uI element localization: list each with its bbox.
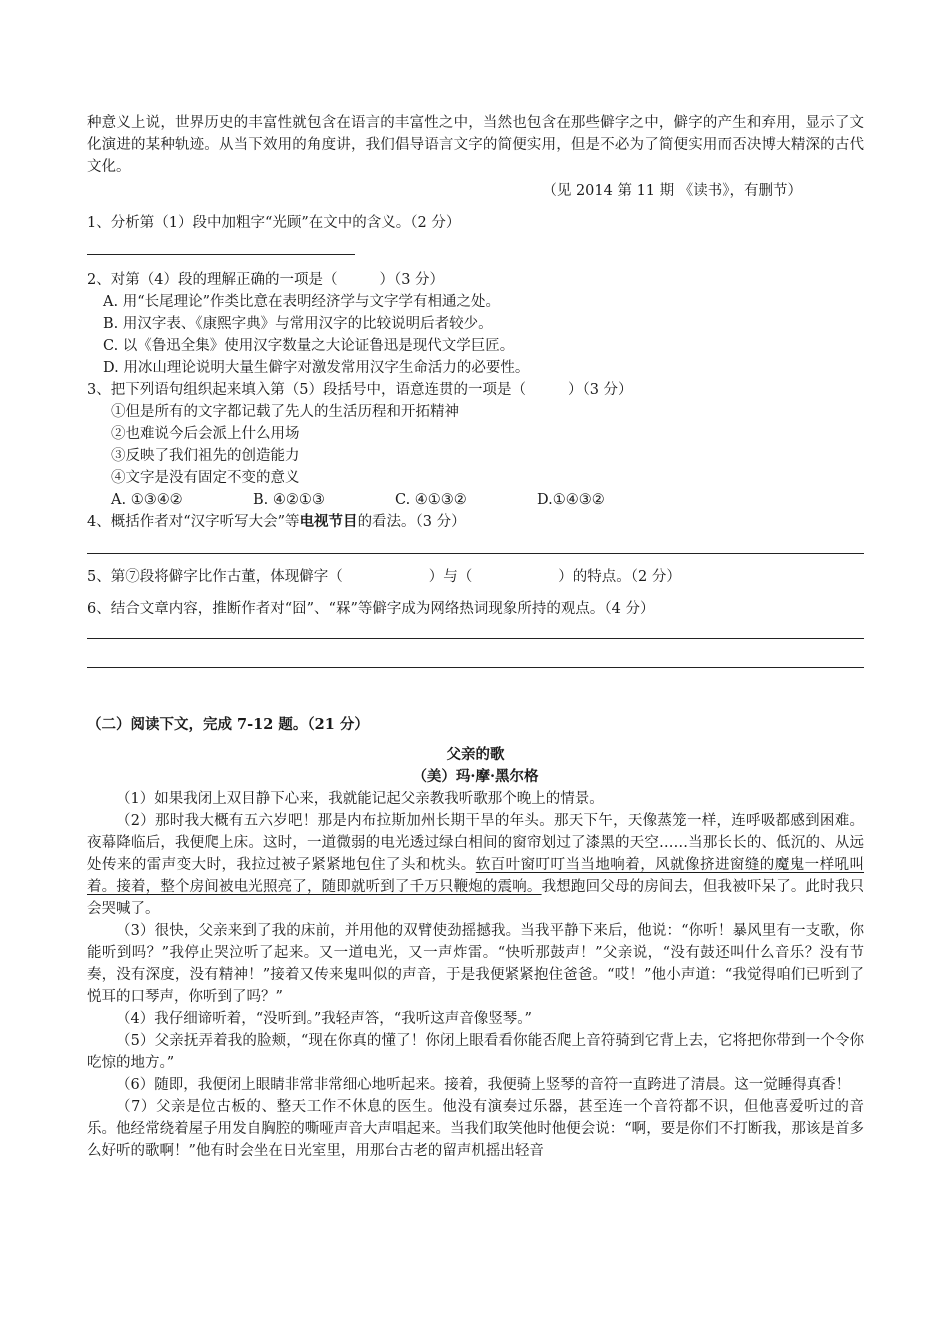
- question-4-bold-term: 电视节目: [299, 513, 358, 530]
- question-4-prefix: 4、概括作者对“汉字听写大会”等: [87, 514, 300, 530]
- q3-choice-c: C. ④①③②: [395, 492, 467, 508]
- article-author: （美）玛·摩·黑尔格: [412, 768, 539, 785]
- paragraph-2-underlined: 软百叶窗叮叮当当地响着，风就像挤进窗缝的魔鬼一样吼叫着。接着，整个房间被电光照亮了，随即就听到了千万只鞭炮的震响。: [87, 857, 865, 895]
- q2-option-c: C. 以《鲁迅全集》使用汉字数量之大论证鲁迅是现代文学巨匠。: [103, 338, 515, 354]
- document-page: [87, 112, 864, 1162]
- question-4-suffix: 的看法。（3 分）: [357, 514, 466, 530]
- question-3-stem: 3、把下列语句组织起来填入第（5）段括号中，语意连贯的一项是（: [87, 382, 526, 398]
- question-2-score: ）（3 分）: [379, 272, 445, 288]
- question-2-stem: 2、对第（4）段的理解正确的一项是（: [87, 272, 338, 288]
- question-5: [87, 566, 864, 588]
- q3-sentence-2: ②也难说今后会派上什么用场: [111, 426, 300, 442]
- question-5-part-b: ）与（: [428, 569, 473, 585]
- paragraph-2-text-b: 我想跑回父母的房间去，但我被吓呆了。此时我只会哭喊了。: [87, 879, 865, 917]
- article-title: 父亲的歌: [446, 746, 505, 763]
- article-paragraph-7: （7）父亲是位古板的、整天工作不休息的医生。他没有演奏过乐器，甚至连一个音符都不识，但他喜爱听过的音乐。他经常绕着屋子用发自胸腔的嘶哑声音大声唱起来。当我们取笑他时他便会说：“啊，要是你们不打断我，那该是首多么好听的歌啊！”他有时会坐在日光室里，用那台古老的留声机摇出轻音: [87, 1099, 864, 1159]
- question-2: [87, 269, 864, 291]
- question-5-part-a: 5、第⑦段将僻字比作古董，体现僻字（: [87, 569, 343, 585]
- q3-sentence-1: ①但是所有的文字都记载了先人的生活历程和开拓精神: [111, 404, 459, 420]
- question-6: 6、结合文章内容，推断作者对“囧”、“槑”等僻字成为网络热词现象所持的观点。（4 分）: [87, 601, 655, 617]
- q3-choice-d: D.①④③②: [537, 492, 605, 508]
- question-5-part-c: ）的特点。（2 分）: [558, 569, 681, 585]
- article-paragraph-1: （1）如果我闭上双目静下心来，我就能记起父亲教我听歌那个晚上的情景。: [116, 791, 604, 807]
- q2-option-d: D. 用冰山理论说明大量生僻字对激发常用汉字生命活力的必要性。: [103, 360, 530, 376]
- article-paragraph-2: [87, 810, 864, 920]
- q3-sentence-3: ③反映了我们祖先的创造能力: [111, 448, 300, 464]
- question-4: [87, 511, 864, 533]
- source-note: （见 2014 第 11 期 《读书》，有删节）: [542, 183, 802, 199]
- q3-choice-a: A. ①③④②: [111, 492, 183, 508]
- article-paragraph-5: （5）父亲抚弄着我的脸颊，“现在你真的懂了！你闭上眼看看你能否爬上音符骑到它背上去，它将把你带到一个令你吃惊的地方。”: [87, 1033, 864, 1071]
- article-paragraph-6: （6）随即，我便闭上眼睛非常非常细心地听起来。接着，我便骑上竖琴的音符一直跨进了清晨。这一觉睡得真香！: [116, 1077, 851, 1093]
- q2-option-a: A. 用“长尾理论”作类比意在表明经济学与文字学有相通之处。: [103, 294, 501, 310]
- q3-sentence-4: ④文字是没有固定不变的意义: [111, 470, 300, 486]
- question-3: [87, 379, 864, 401]
- intro-paragraph: 种意义上说，世界历史的丰富性就包含在语言的丰富性之中，当然也包含在那些僻字之中，僻字的产生和弃用，显示了文化演进的某种轨迹。从当下效用的角度讲，我们倡导语言文字的简便实用，但是不必为了简便实用而否决博大精深的古代文化。: [87, 115, 864, 175]
- paragraph-2-text-a: （2）那时我大概有五六岁吧！那是内布拉斯加州长期干旱的年头。那天下午，天像蒸笼一样，连呼吸都感到困难。夜幕降临后，我便爬上床。这时，一道微弱的电光透过绿白相间的窗帘划过了漆黑的天空……当那长长的、低沉的、从远处传来的雷声变大时，我拉过被子紧紧地包住了头和枕头。: [87, 813, 864, 873]
- article-paragraph-4: （4）我仔细谛听着，“没听到。”我轻声答，“我听这声音像竖琴。”: [116, 1011, 532, 1027]
- question-1: 1、分析第（1）段中加粗字“光顾”在文中的含义。（2 分）: [87, 215, 461, 231]
- q3-choice-b: B. ④②①③: [253, 492, 325, 508]
- article-paragraph-3: （3）很快，父亲来到了我的床前，并用他的双臂使劲摇撼我。当我平静下来后，他说：“你听！暴风里有一支歌，你能听到吗？”我停止哭泣听了起来。又一道电光，又一声炸雷。“快听那鼓声！”父亲说，“没有鼓还叫什么音乐？没有节奏，没有深度，没有精神！”接着又传来鬼叫似的声音，于是我便紧紧抱住爸爸。“哎！”他小声道：“我觉得咱们已听到了悦耳的口琴声，你听到了吗？”: [87, 923, 864, 1005]
- question-3-score: ）（3 分）: [567, 382, 633, 398]
- q2-option-b: B. 用汉字表、《康熙字典》与常用汉字的比较说明后者较少。: [103, 316, 493, 332]
- q3-choices: [87, 489, 864, 511]
- section-2-heading: （二）阅读下文，完成 7-12 题。（21 分）: [87, 716, 369, 733]
